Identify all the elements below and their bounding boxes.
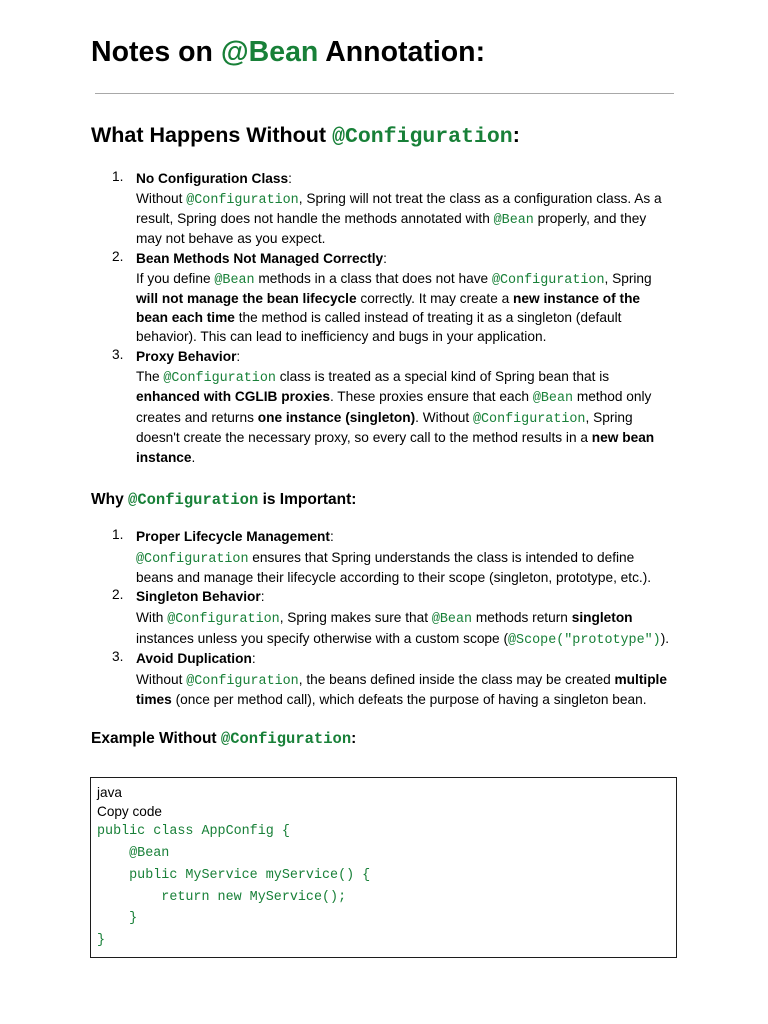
list-item	[109, 249, 679, 347]
bold-text: enhanced with CGLIB proxies	[136, 389, 330, 404]
text-line	[136, 547, 679, 568]
inline-code: @Configuration	[167, 612, 280, 627]
numbered-list-without-configuration	[109, 169, 679, 468]
item-heading: Singleton Behavior	[136, 589, 261, 604]
text: If you define	[136, 271, 215, 286]
item-heading: Bean Methods Not Managed Correctly	[136, 251, 384, 266]
inline-code: @Bean	[532, 391, 574, 406]
text-line	[136, 568, 679, 587]
item-heading-colon: :	[251, 651, 256, 666]
text: properly, and they	[533, 211, 647, 226]
section-heading-without-configuration	[91, 118, 520, 154]
inline-code: @Bean	[214, 273, 255, 288]
heading-code: @Configuration	[220, 730, 352, 748]
text-line	[136, 690, 679, 710]
text-line	[136, 607, 679, 628]
text: instances unless you specify otherwise with a custom scope (	[136, 631, 509, 646]
heading-text-end: is Important:	[258, 491, 357, 508]
list-number: 2.	[112, 249, 124, 264]
text-line	[136, 428, 679, 448]
text-line	[136, 289, 679, 308]
inline-code: @Configuration	[491, 273, 605, 288]
text: Without	[136, 672, 187, 687]
code-line: @Bean	[97, 846, 170, 861]
text-line	[136, 387, 679, 407]
item-heading-line	[136, 649, 679, 669]
heading-text: What Happens Without	[91, 123, 333, 147]
item-heading-colon: :	[260, 589, 265, 604]
text-line	[136, 268, 679, 289]
list-number: 1.	[112, 169, 124, 184]
text-line	[136, 327, 679, 347]
text: ensures that Spring understands the class is intended to define	[248, 550, 635, 565]
list-item	[109, 169, 679, 249]
inline-code: @Configuration	[186, 193, 299, 208]
text: ).	[660, 631, 670, 646]
text: methods return	[472, 610, 572, 625]
code-language-label: java	[97, 785, 122, 800]
text-line	[136, 209, 679, 229]
list-item	[109, 527, 679, 587]
heading-code: @Configuration	[128, 491, 259, 509]
text-line	[136, 229, 679, 249]
item-heading: Proper Lifecycle Management	[136, 529, 330, 544]
text: behavior). This can lead to inefficiency and bugs in your application.	[136, 329, 547, 344]
list-item	[109, 649, 679, 710]
copy-code-button[interactable]: Copy code	[97, 804, 162, 819]
code-block	[90, 777, 677, 958]
list-number: 3.	[112, 347, 124, 362]
text: creates and returns	[136, 410, 258, 425]
inline-code: @Configuration	[163, 371, 276, 386]
text: , the beans defined inside the class may be created	[298, 672, 615, 687]
item-heading-line	[136, 169, 679, 189]
list-number: 3.	[112, 649, 124, 664]
item-heading-line	[136, 347, 679, 366]
text: The	[136, 369, 164, 384]
inline-code: @Bean	[431, 612, 473, 627]
item-heading: Proxy Behavior	[136, 349, 237, 364]
text: , Spring	[585, 410, 633, 425]
text: method only	[573, 389, 652, 404]
text-line	[136, 366, 679, 387]
bold-text: times	[136, 692, 172, 707]
bold-text: new instance of the	[513, 291, 641, 306]
title-text-end: Annotation:	[318, 36, 486, 68]
text: . Without	[415, 410, 473, 425]
code-line: public class AppConfig {	[97, 824, 290, 839]
item-heading-line	[136, 587, 679, 607]
heading-text: Example Without	[91, 730, 221, 747]
heading-text-end: :	[512, 123, 520, 147]
item-heading: No Configuration Class	[136, 171, 289, 186]
item-heading-colon: :	[236, 349, 241, 364]
heading-text-end: :	[351, 730, 357, 747]
code-line: return new MyService();	[97, 890, 347, 905]
text: , Spring makes sure that	[279, 610, 432, 625]
text-line	[136, 669, 679, 690]
section-heading-example	[91, 728, 356, 750]
bold-text: bean each time	[136, 310, 235, 325]
heading-code: @Configuration	[332, 125, 513, 149]
numbered-list-why-configuration	[109, 527, 679, 710]
inline-code: @Configuration	[186, 674, 299, 689]
list-number: 2.	[112, 587, 124, 602]
text: the method is called instead of treating it as a singleton (default	[234, 310, 622, 325]
text-line	[136, 407, 679, 428]
title-text: Notes on	[91, 36, 221, 68]
bold-text: will not manage the bean lifecycle	[136, 291, 357, 306]
list-item	[109, 587, 679, 649]
text: . These proxies ensure that each	[329, 389, 533, 404]
inline-code: @Configuration	[136, 552, 249, 567]
text: class is treated as a special kind of Spring bean that is	[275, 369, 610, 384]
bold-text: instance	[136, 450, 192, 465]
code-line: }	[97, 911, 138, 926]
inline-code: @Configuration	[472, 412, 586, 427]
item-heading-colon: :	[383, 251, 387, 266]
inline-code: @Bean	[493, 213, 534, 228]
item-heading-line	[136, 249, 679, 268]
code-line: }	[97, 933, 106, 948]
page-title	[91, 32, 485, 72]
text: result, Spring does not handle the methods annotated with	[136, 211, 494, 226]
code-line: public MyService myService() {	[97, 868, 371, 883]
text: , Spring	[604, 271, 652, 286]
text-line	[136, 448, 679, 468]
text: With	[136, 610, 168, 625]
text: beans and manage their lifecycle according to their scope (singleton, prototype, etc.).	[136, 570, 652, 585]
text-line	[136, 189, 679, 209]
horizontal-rule	[95, 93, 674, 94]
item-heading-colon: :	[329, 529, 334, 544]
text: , Spring will not treat the class as a configuration class. As a	[298, 191, 662, 206]
list-item	[109, 347, 679, 468]
text: Without	[136, 191, 187, 206]
text: may not behave as you expect.	[136, 231, 326, 246]
item-heading-line	[136, 527, 679, 547]
heading-text: Why	[91, 491, 129, 508]
title-code: @Bean	[220, 36, 319, 68]
section-heading-why-configuration	[91, 489, 356, 511]
text: correctly. It may create a	[356, 291, 514, 306]
text: methods in a class that does not have	[254, 271, 492, 286]
text: .	[191, 450, 196, 465]
item-heading: Avoid Duplication	[136, 651, 252, 666]
text-line	[136, 308, 679, 327]
bold-text: multiple	[614, 672, 667, 687]
bold-text: singleton	[571, 610, 633, 625]
inline-code: @Scope("prototype")	[508, 633, 661, 648]
text: (once per method call), which defeats the purpose of having a singleton bean.	[171, 692, 647, 707]
text-line	[136, 628, 679, 649]
text: doesn't create the necessary proxy, so every call to the method results in a	[136, 430, 592, 445]
bold-text: one instance (singleton)	[257, 410, 416, 425]
bold-text: new bean	[591, 430, 655, 445]
item-heading-colon: :	[288, 171, 292, 186]
list-number: 1.	[112, 527, 124, 542]
